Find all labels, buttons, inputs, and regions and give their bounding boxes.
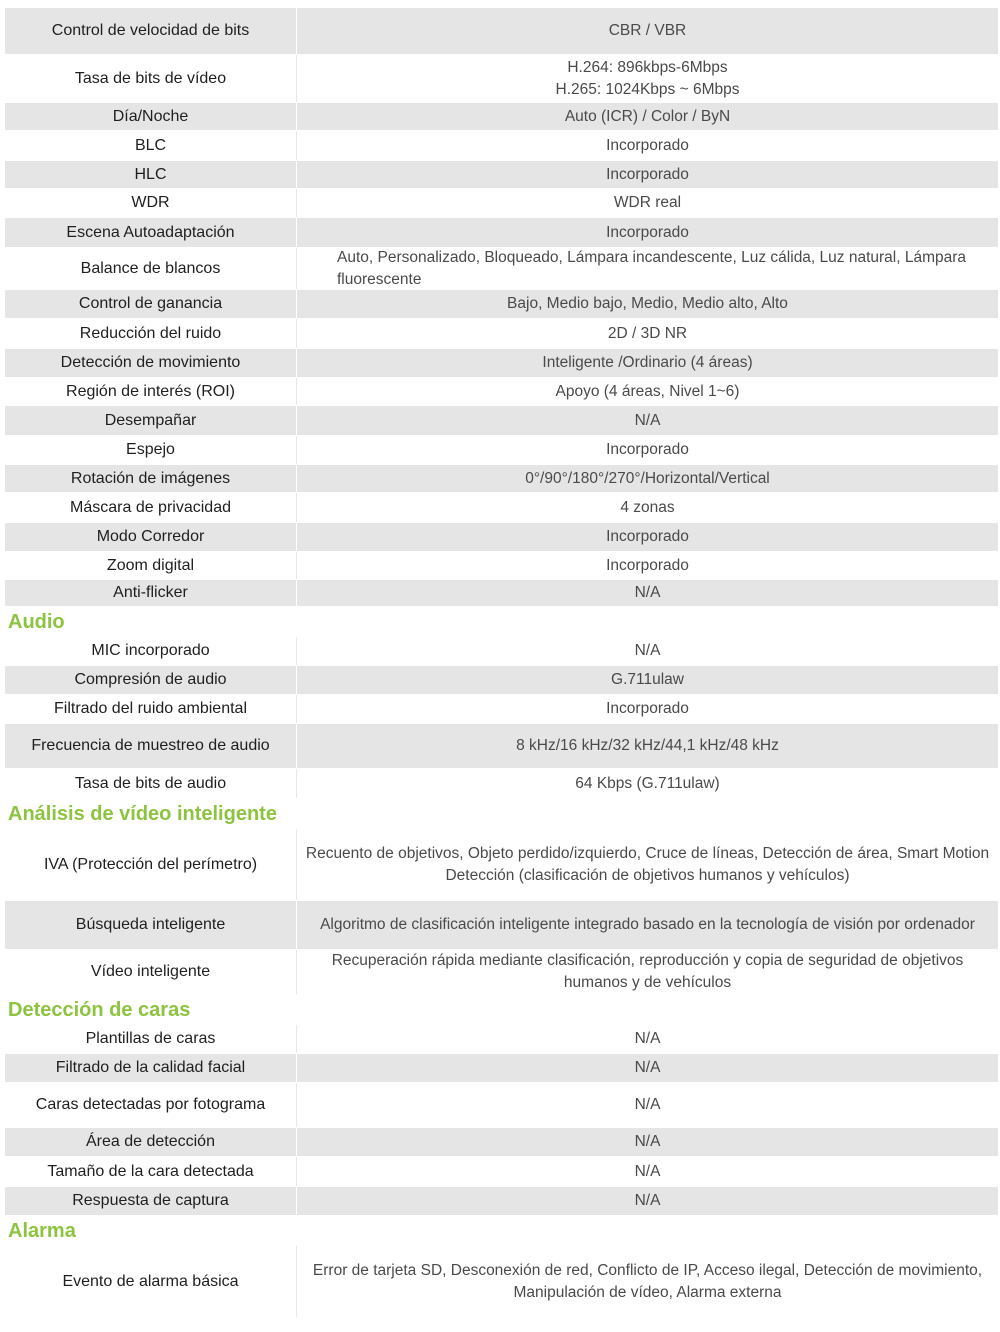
- spec-row: [5, 290, 998, 319]
- spec-value: WDR real: [296, 189, 998, 217]
- spec-row: [5, 1083, 998, 1128]
- spec-row: [5, 378, 998, 406]
- spec-value: Incorporado: [296, 436, 998, 464]
- spec-row: [5, 580, 998, 607]
- spec-label: Balance de blancos: [80, 259, 221, 277]
- section-title: Audio: [5, 607, 998, 637]
- spec-value: N/A: [296, 406, 998, 435]
- spec-label: Plantillas de caras: [85, 1030, 216, 1047]
- spec-value: N/A: [296, 1025, 998, 1053]
- spec-row: [5, 406, 998, 436]
- spec-value: Inteligente /Ordinario (4 áreas): [296, 349, 998, 377]
- spec-value: Incorporado: [296, 218, 998, 247]
- spec-label: Espejo: [126, 441, 175, 458]
- spec-row: [5, 1025, 998, 1054]
- spec-value: N/A: [296, 1187, 998, 1215]
- spec-value: 8 kHz/16 kHz/32 kHz/44,1 kHz/48 kHz: [296, 724, 998, 768]
- spec-value: N/A: [296, 1083, 998, 1127]
- spec-label: Búsqueda inteligente: [75, 916, 226, 933]
- spec-row: [5, 724, 998, 769]
- spec-label: Región de interés (ROI): [66, 382, 235, 400]
- spec-label: Caras detectadas por fotograma: [35, 1096, 266, 1113]
- spec-value: Error de tarjeta SD, Desconexión de red, Conflicto de IP, Acceso ilegal, Detección de movimiento, Manipulación de vídeo, Alarma externa: [296, 1246, 998, 1317]
- spec-value: Bajo, Medio bajo, Medio, Medio alto, Alto: [296, 290, 998, 318]
- spec-value: G.711ulaw: [296, 666, 998, 694]
- spec-row: [5, 552, 998, 580]
- spec-label: Escena Autoadaptación: [66, 223, 235, 241]
- spec-value: 64 Kbps (G.711ulaw): [296, 769, 998, 798]
- spec-label: Control de ganancia: [78, 295, 223, 312]
- spec-row: [5, 161, 998, 189]
- spec-row: [5, 189, 998, 218]
- spec-value: Incorporado: [296, 161, 998, 188]
- spec-value: Recuento de objetivos, Objeto perdido/izquierdo, Cruce de líneas, Detección de área, Smart Motion Detección (clasificación de objetivos humanos y vehículos): [296, 829, 998, 900]
- spec-row: [5, 1128, 998, 1157]
- spec-label: Modo Corredor: [96, 528, 205, 545]
- spec-value: Incorporado: [296, 523, 998, 551]
- spec-value: H.264: 896kbps-6Mbps H.265: 1024Kbps ~ 6Mbps: [296, 55, 998, 102]
- spec-row: [5, 248, 998, 290]
- spec-row: [5, 666, 998, 695]
- spec-label: Anti-flicker: [113, 584, 188, 601]
- spec-row: [5, 465, 998, 493]
- spec-row: [5, 103, 998, 131]
- spec-value: N/A: [296, 1157, 998, 1186]
- spec-label: Filtrado del ruido ambiental: [54, 700, 247, 717]
- spec-row: [5, 319, 998, 349]
- spec-label: WDR: [131, 194, 170, 211]
- section-title: Análisis de vídeo inteligente: [5, 799, 998, 829]
- spec-value: N/A: [296, 1054, 998, 1082]
- spec-value: 4 zonas: [296, 493, 998, 522]
- spec-label: Tamaño de la cara detectada: [47, 1162, 254, 1180]
- spec-value: Incorporado: [296, 695, 998, 723]
- spec-label: Vídeo inteligente: [90, 963, 211, 980]
- spec-label: Día/Noche: [112, 107, 189, 125]
- spec-row: [5, 8, 998, 55]
- spec-label: Rotación de imágenes: [70, 469, 231, 487]
- spec-label: BLC: [134, 136, 167, 154]
- spec-value: N/A: [296, 580, 998, 606]
- spec-row: [5, 436, 998, 465]
- spec-sheet: [5, 8, 998, 1318]
- spec-label: Frecuencia de muestreo de audio: [31, 737, 270, 754]
- spec-value: Incorporado: [296, 131, 998, 160]
- spec-row: [5, 1054, 998, 1083]
- spec-row: [5, 901, 998, 950]
- spec-label: HLC: [134, 165, 167, 183]
- spec-label: MIC incorporado: [91, 642, 210, 659]
- spec-value: Recuperación rápida mediante clasificación, reproducción y copia de seguridad de objetivos humanos y de vehículos: [296, 950, 998, 994]
- section-title: Alarma: [5, 1216, 998, 1246]
- spec-label: Detección de movimiento: [60, 354, 241, 371]
- spec-row: [5, 1187, 998, 1216]
- spec-row: [5, 1246, 998, 1318]
- spec-value: Auto (ICR) / Color / ByN: [296, 103, 998, 130]
- spec-label: Compresión de audio: [74, 671, 227, 688]
- spec-row: [5, 131, 998, 161]
- spec-value: Auto, Personalizado, Bloqueado, Lámpara incandescente, Luz cálida, Luz natural, Lámpara fluorescente: [296, 248, 998, 289]
- spec-value: N/A: [296, 1128, 998, 1156]
- spec-label: IVA (Protección del perímetro): [43, 855, 258, 873]
- spec-value: Apoyo (4 áreas, Nivel 1~6): [296, 378, 998, 405]
- spec-label: Tasa de bits de vídeo: [74, 69, 227, 87]
- spec-row: [5, 55, 998, 103]
- spec-value: Algoritmo de clasificación inteligente integrado basado en la tecnología de visión por ordenador: [296, 901, 998, 949]
- spec-value: 2D / 3D NR: [296, 319, 998, 348]
- spec-label: Reducción del ruido: [79, 324, 222, 342]
- spec-row: [5, 218, 998, 248]
- spec-label: Respuesta de captura: [72, 1192, 229, 1209]
- spec-value: CBR / VBR: [296, 8, 998, 54]
- spec-label: Máscara de privacidad: [70, 498, 231, 516]
- spec-value: N/A: [296, 637, 998, 665]
- spec-label: Zoom digital: [106, 556, 195, 574]
- spec-label: Control de velocidad de bits: [51, 22, 250, 39]
- spec-row: [5, 769, 998, 799]
- spec-value: Incorporado: [296, 552, 998, 579]
- spec-row: [5, 695, 998, 724]
- spec-label: Área de detección: [86, 1133, 215, 1150]
- spec-label: Filtrado de la calidad facial: [55, 1059, 246, 1076]
- spec-value: 0°/90°/180°/270°/Horizontal/Vertical: [296, 465, 998, 492]
- section-title: Detección de caras: [5, 995, 998, 1025]
- spec-row: [5, 829, 998, 901]
- spec-row: [5, 523, 998, 552]
- spec-row: [5, 950, 998, 995]
- spec-row: [5, 349, 998, 378]
- spec-label: Evento de alarma básica: [62, 1272, 239, 1290]
- spec-row: [5, 1157, 998, 1187]
- spec-label: Desempañar: [104, 411, 197, 429]
- spec-row: [5, 493, 998, 523]
- spec-label: Tasa de bits de audio: [74, 774, 227, 792]
- spec-row: [5, 637, 998, 666]
